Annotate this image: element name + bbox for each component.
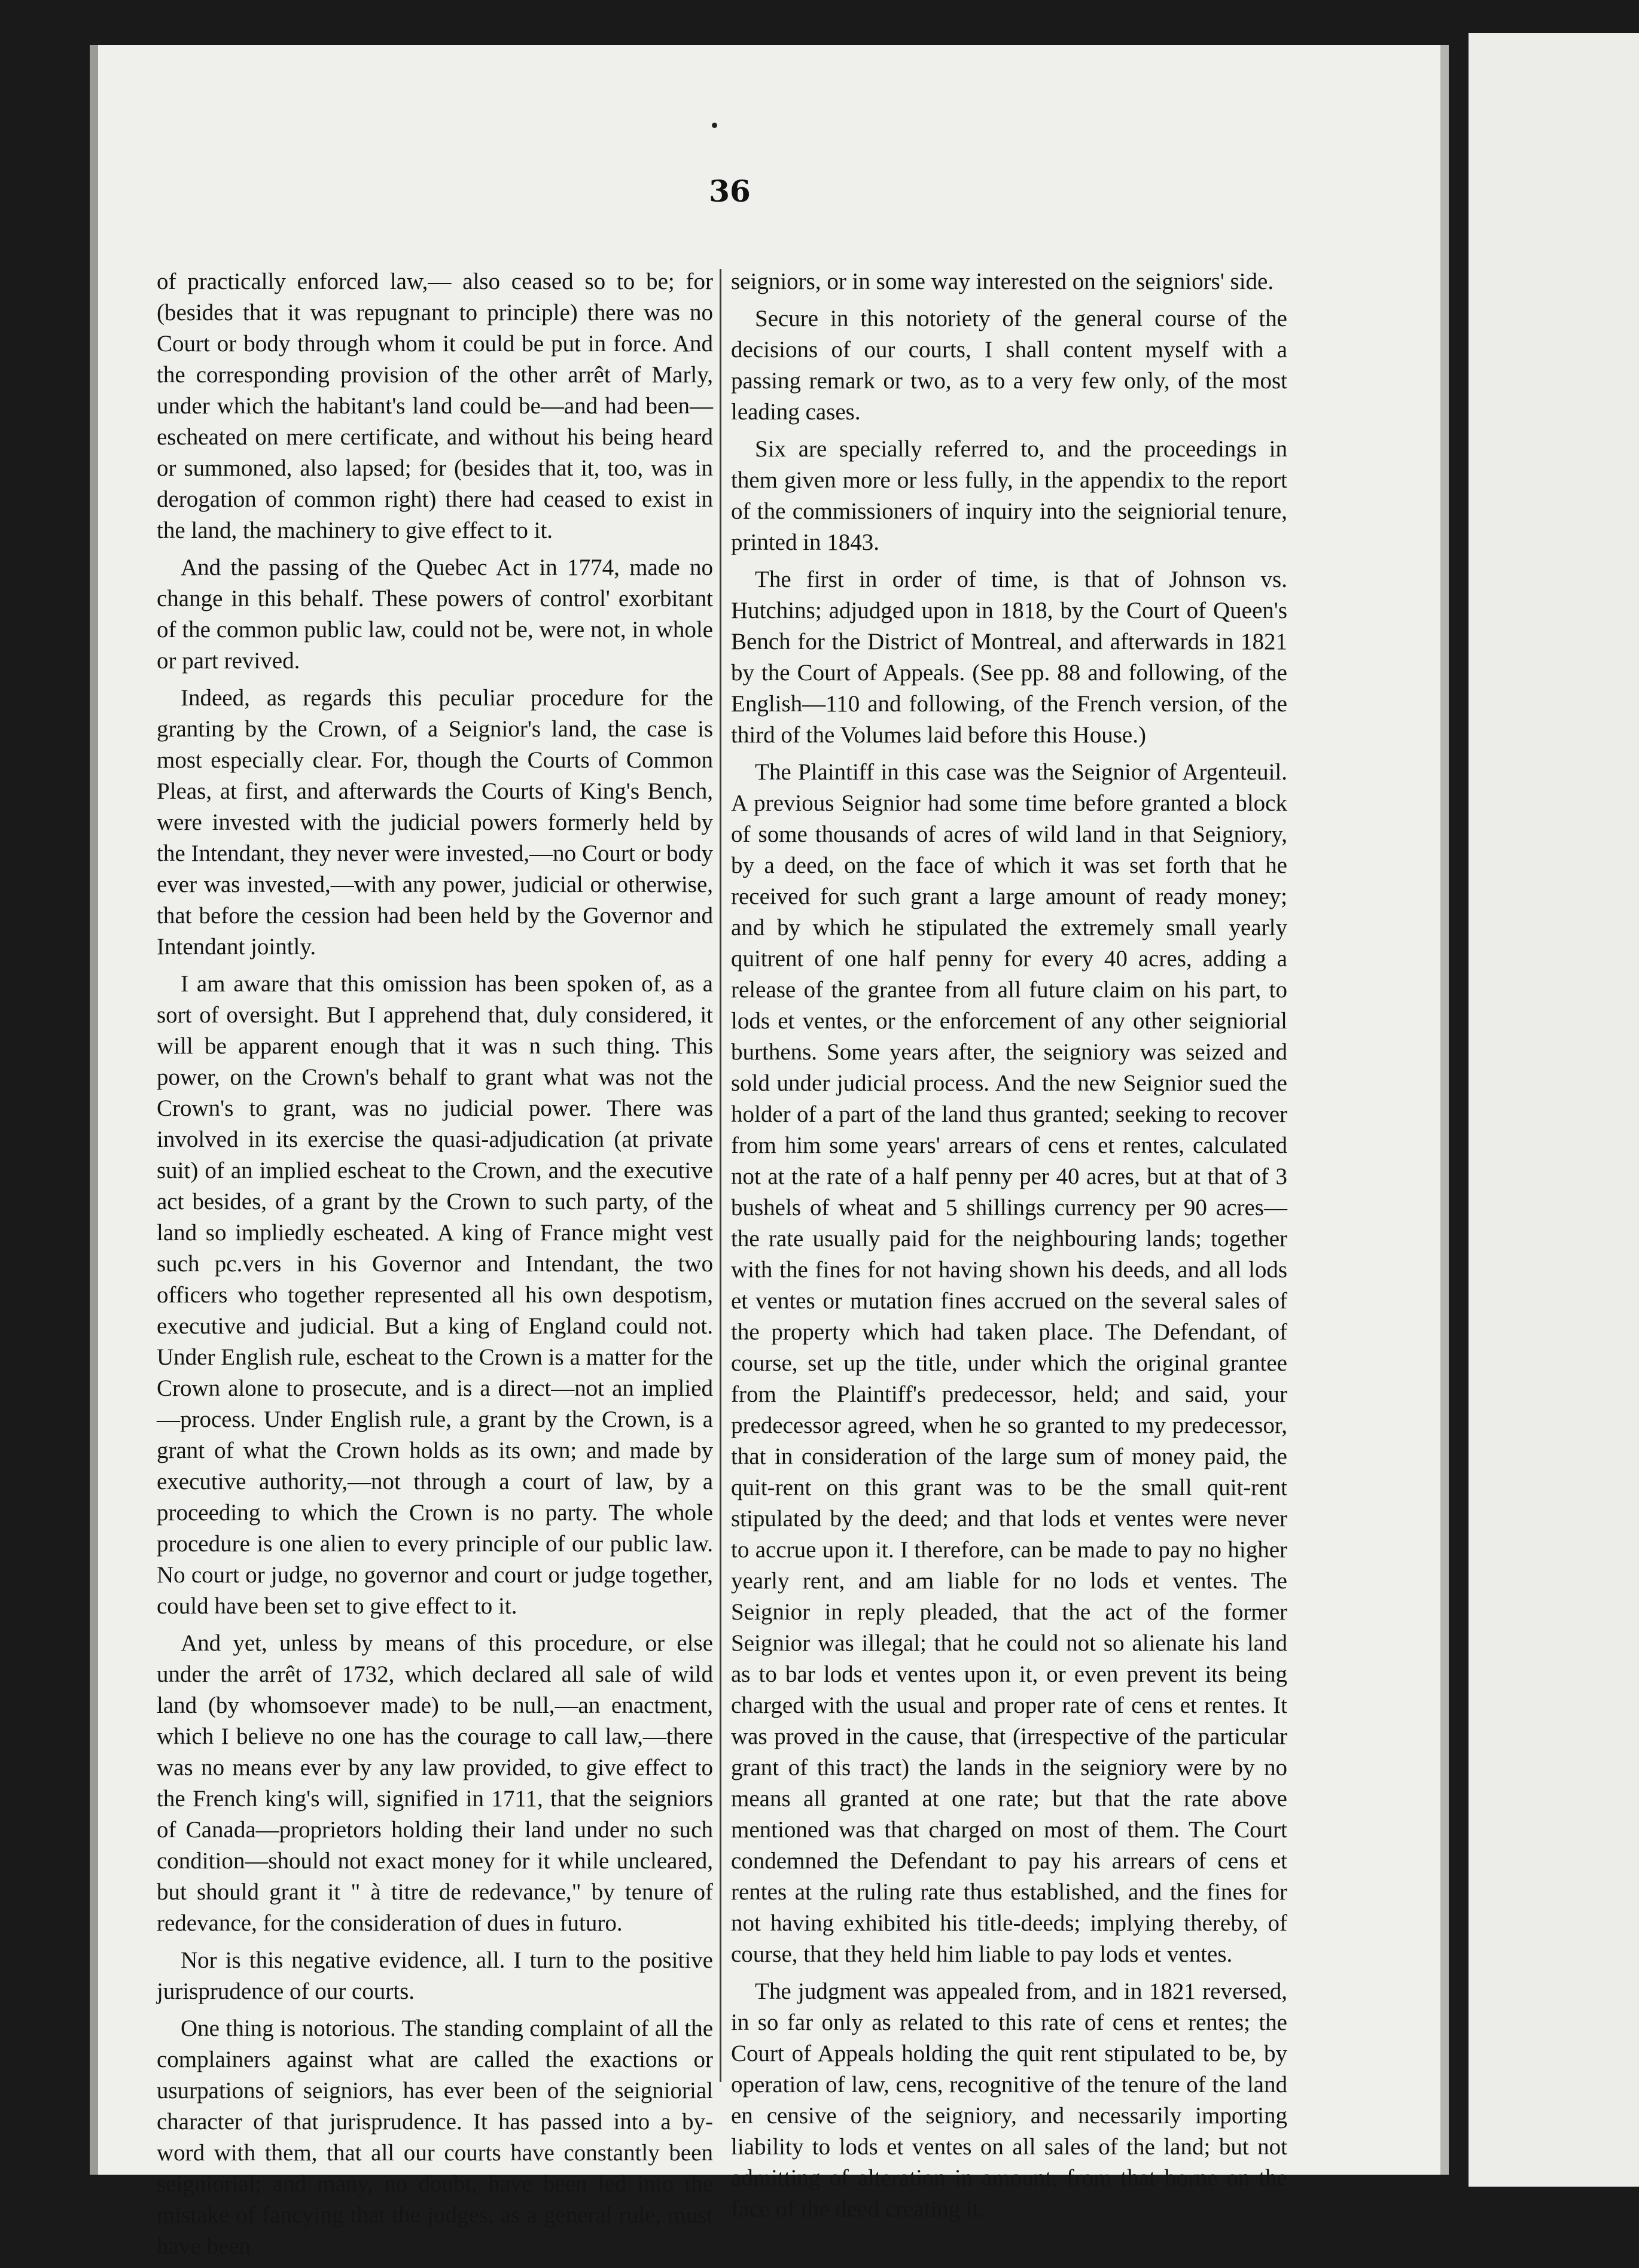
- paragraph: The first in order of time, is that of Johnson vs. Hutchins; adjudged upon in 1818, by the Court of Queen's Bench for the District of Montreal, and afterwards in 1821 by the Court of Appeals. (See pp. 88 and following, of the English—110 and following, of the French version, of the third of the Volumes laid before this House.): [731, 567, 1287, 748]
- paragraph: Indeed, as regards this peculiar procedure for the granting by the Crown, of a Seignior's land, the case is most especially clear. For, though the Courts of Common Pleas, at first, and afterwards the Courts of King's Bench, were invested with the judicial powers formerly held by the Intendant, they never were invested,—no Court or body ever was invested,—with any power, judicial or otherwise, that before the cession had been held by the Governor and Intendant jointly.: [157, 685, 713, 960]
- left-column: [157, 266, 713, 2268]
- paragraph: The Plaintiff in this case was the Seignior of Argenteuil. A previous Seignior had some time before granted a block of some thousands of acres of wild land in that Seigniory, by a deed, on the face of which it was set forth that he received for such grant a large amount of ready money; and by which he stipulated the extremely small yearly quitrent of one half penny for every 40 acres, adding a release of the grantee from all future claim on his part, to lods et ventes, or the enforcement of any other seigniorial burthens. Some years after, the seigniory was seized and sold under judicial process. And the new Seignior sued the holder of a part of the land thus granted; seeking to recover from him some years' arrears of cens et rentes, calculated not at the rate of a half penny per 40 acres, but at that of 3 bushels of wheat and 5 shillings currency per 90 acres—the rate usually paid for the neighbouring lands; together with the fines for not having shown his deeds, and all lods et ventes or mutation fines accrued on the several sales of the property which had taken place. The Defendant, of course, set up the title, under which the original grantee from the Plaintiff's predecessor, held; and said, your predecessor agreed, when he so granted to my predecessor, that in consideration of the large sum of money paid, the quit-rent on this grant was to be the small quit-rent stipulated by the deed; and that lods et ventes were never to accrue upon it. I therefore, can be made to pay no higher yearly rent, and am liable for no lods et ventes. The Seignior in reply pleaded, that the act of the former Seignior was illegal; that he could not so alienate his land as to bar lods et ventes upon it, or even prevent its being charged with the usual and proper rate of cens et rentes. It was proved in the cause, that (irrespective of the particular grant of this tract) the lands in the seigniory were by no means all granted at one rate; but that the rate above mentioned was that charged on most of them. The Court condemned the Defendant to pay his arrears of cens et rentes at the ruling rate thus established, and the fines for not having exhibited his title-deeds; implying thereby, of course, that they held him liable to pay lods et ventes.: [731, 759, 1287, 1967]
- right-column: [731, 266, 1287, 2231]
- paragraph: And yet, unless by means of this procedure, or else under the arrêt of 1732, which declared all sale of wild land (by whomsoever made) to be null,—an enactment, which I believe no one has the courage to call law,—there was no means ever by any law provided, to give effect to the French king's will, signified in 1711, that the seigniors of Canada—proprietors holding their land under no such condition—should not exact money for it while uncleared, but should grant it " à titre de redevance," by tenure of redevance, for the consideration of dues in futuro.: [157, 1630, 713, 1936]
- page-number: 36: [709, 173, 751, 209]
- adjacent-page: [1469, 33, 1639, 2187]
- paragraph: And the passing of the Quebec Act in 1774, made no change in this behalf. These powers of control' exorbitant of the common public law, could not be, were not, in whole or part revived.: [157, 555, 713, 674]
- paragraph: I am aware that this omission has been spoken of, as a sort of oversight. But I apprehend that, duly considered, it will be apparent enough that it was n such thing. This power, on the Crown's behalf to grant what was not the Crown's to grant, was no judicial power. There was involved in its exercise the quasi-adjudication (at private suit) of an implied escheat to the Crown, and the executive act besides, of a grant by the Crown to such party, of the land so impliedly escheated. A king of France might vest such pc.vers in his Governor and Intendant, the two officers who together represented all his own despotism, executive and judicial. But a king of England could not. Under English rule, escheat to the Crown is a matter for the Crown alone to prosecute, and is a direct—not an implied—process. Under English rule, a grant by the Crown, is a grant of what the Crown holds as its own; and made by executive authority,—not through a court of law, by a proceeding to which the Crown is no party. The whole procedure is one alien to every principle of our public law. No court or judge, no governor and court or judge together, could have been set to give effect to it.: [157, 971, 713, 1619]
- paragraph: Secure in this notoriety of the general course of the decisions of our courts, I shall content myself with a passing remark or two, as to a very few only, of the most leading cases.: [731, 306, 1287, 425]
- paragraph: The judgment was appealed from, and in 1821 reversed, in so far only as related to this rate of cens et rentes; the Court of Appeals holding the quit rent stipulated to be, by operation of law, cens, recognitive of the tenure of the land en censive of the seigniory, and necessarily importing liability to lods et ventes on all sales of the land; but not admitting of alteration in amount, from that borne on the face of the deed creating it.: [731, 1978, 1287, 2222]
- paragraph: Six are specially referred to, and the proceedings in them given more or less fully, in the appendix to the report of the commissioners of inquiry into the seigniorial tenure, printed in 1843.: [731, 436, 1287, 555]
- page-left-edge: [90, 45, 98, 2175]
- column-divider: [720, 269, 721, 2082]
- page-right-edge: [1440, 45, 1449, 2175]
- paragraph: Nor is this negative evidence, all. I turn to the positive jurisprudence of our courts.: [157, 1947, 713, 2004]
- paragraph: of practically enforced law,— also ceased so to be; for (besides that it was repugnant to principle) there was no Court or body through whom it could be put in force. And the corresponding provision of the other arrêt of Marly, under which the habitant's land could be—and had been—escheated on mere certificate, and without his being heard or summoned, also lapsed; for (besides that it, too, was in derogation of common right) there had ceased to exist in the land, the machinery to give effect to it.: [157, 269, 713, 543]
- paragraph: One thing is notorious. The standing complaint of all the complainers against what are called the exactions or usurpations of seigniors, has ever been of the seigniorial character of that jurisprudence. It has passed into a by-word with them, that all our courts have constantly been seigniorial; and many, no doubt, have been led into the mistake of fancying that the judges, as a general rule, must have been: [157, 2016, 713, 2259]
- ink-dot: [712, 123, 717, 128]
- paragraph: seigniors, or in some way interested on the seigniors' side.: [731, 269, 1274, 294]
